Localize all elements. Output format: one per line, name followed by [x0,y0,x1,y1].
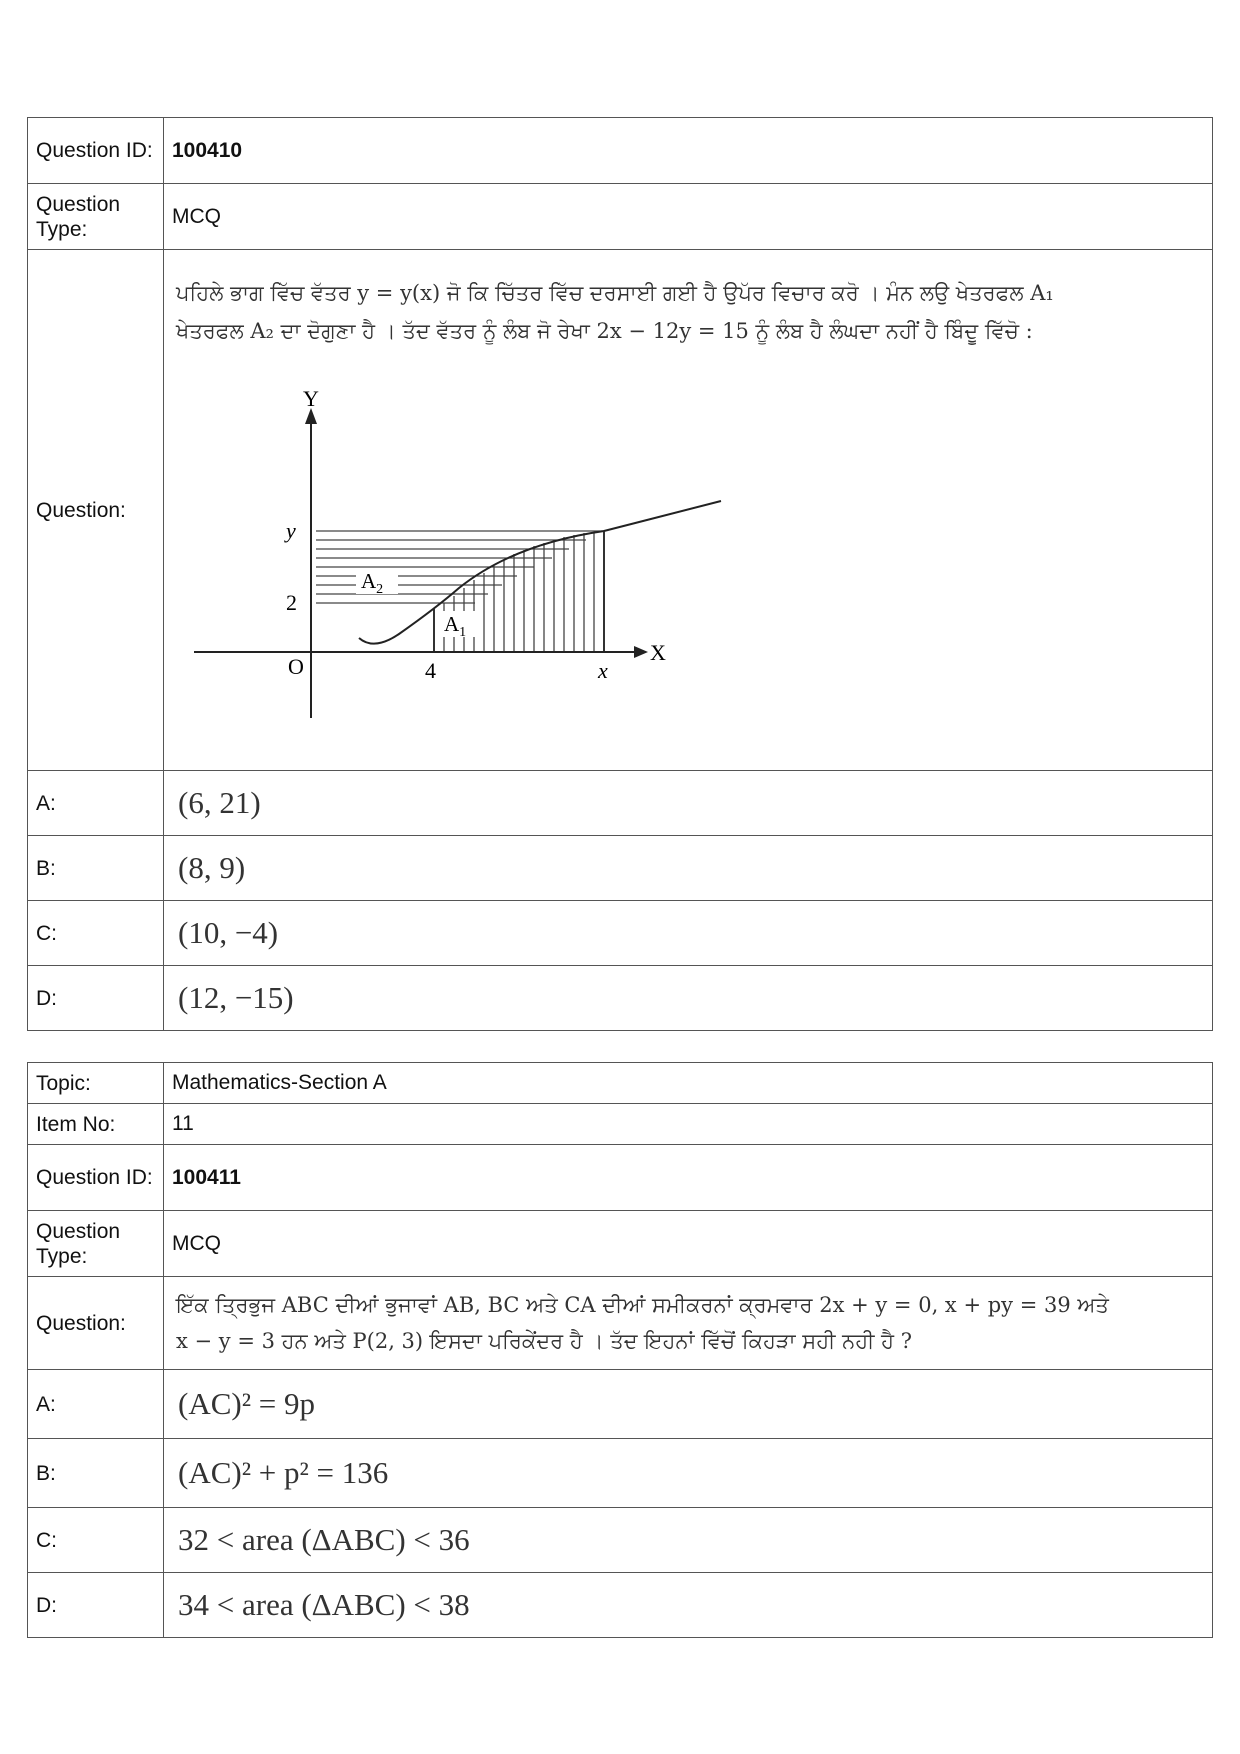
label-option-d: D: [28,1573,164,1638]
label-option-a: A: [28,1370,164,1439]
question-table-100411 [27,1062,1213,1638]
label-question-id: Question ID: [28,1145,164,1211]
question-type-value: MCQ [164,1211,1213,1277]
row-question [28,1277,1213,1370]
question-text-line-1: ਇੱਕ ਤ੍ਰਿਭੁਜ ABC ਦੀਆਂ ਭੁਜਾਵਾਂ AB, BC ਅਤੇ CA ਦੀਆਂ ਸਮੀਕਰਨਾਂ ਕ੍ਰਮਵਾਰ 2x + y = 0, x + py = 39 ਅਤੇ [176,1293,1109,1317]
label-option-a: A: [28,771,164,836]
x-axis-label: X [650,640,666,665]
row-topic [28,1063,1213,1104]
option-d-value: 34 < area (ΔABC) < 38 [164,1573,1213,1638]
question-text-line-2: ਖੇਤਰਫਲ A₂ ਦਾ ਦੋਗੁਣਾ ਹੈ । ਤੱਦ ਵੱਤਰ ਨੂੰ ਲੰਬ ਜੋ ਰੇਖਾ 2x − 12y = 15 ਨੂੰ ਲੰਬ ਹੈ ਲੰਘਦਾ ਨਹੀਂ ਹੈ ਬਿੰਦੂ ਵਿੱਚੋ : [176,319,1033,343]
label-option-b: B: [28,836,164,901]
question-id-value: 100411 [164,1145,1213,1211]
option-b-value: (8, 9) [164,836,1213,901]
question-text-cell [164,250,1213,771]
label-question-id: Question ID: [28,118,164,184]
row-question-id [28,1145,1213,1211]
question-text-line-1: ਪਹਿਲੇ ਭਾਗ ਵਿੱਚ ਵੱਤਰ y = y(x) ਜੋ ਕਿ ਚਿੱਤਰ ਵਿੱਚ ਦਰਸਾਈ ਗਈ ਹੈ ਉਪੱਰ ਵਿਚਾਰ ਕਰੋ । ਮੰਨ ਲਉ ਖੇਤਰਫਲ A₁ [176,281,1054,305]
row-question-type [28,184,1213,250]
row-option-b [28,836,1213,901]
y-tick-label-2: 2 [286,590,297,615]
label-option-d: D: [28,966,164,1031]
row-option-a [28,771,1213,836]
label-question-type: Question Type: [28,184,164,250]
question-text-line-2: x − y = 3 ਹਨ ਅਤੇ P(2, 3) ਇਸਦਾ ਪਰਿਕੇਂਦਰ ਹੈ । ਤੱਦ ਇਹਨਾਂ ਵਿੱਚੋਂ ਕਿਹੜਾ ਸਹੀ ਨਹੀ ਹੈ ? [176,1329,912,1353]
y-axis-label: Y [303,386,319,411]
row-option-d [28,966,1213,1031]
option-d-value: (12, −15) [164,966,1213,1031]
x-tick-label-4: 4 [425,658,436,683]
row-option-a [28,1370,1213,1439]
row-option-c [28,1508,1213,1573]
topic-value: Mathematics-Section A [164,1063,1213,1104]
x-tick-label-x: x [598,658,608,683]
row-item-no [28,1104,1213,1145]
label-option-b: B: [28,1439,164,1508]
label-topic: Topic: [28,1063,164,1104]
row-option-b [28,1439,1213,1508]
label-option-c: C: [28,901,164,966]
question-id-value: 100410 [164,118,1213,184]
option-b-value: (AC)² + p² = 136 [164,1439,1213,1508]
option-a-value: (6, 21) [164,771,1213,836]
option-c-value: (10, −4) [164,901,1213,966]
curve-y-of-x [359,501,721,644]
row-question-type [28,1211,1213,1277]
row-question [28,250,1213,771]
origin-label: O [288,654,304,679]
item-no-value: 11 [164,1104,1213,1145]
area2-label: $A_2$ [361,569,384,597]
option-c-value: 32 < area (ΔABC) < 36 [164,1508,1213,1573]
option-a-value: (AC)² = 9p [164,1370,1213,1439]
row-option-d [28,1573,1213,1638]
area1-label: $A_1$ [444,612,467,640]
x-axis-arrow-icon [634,646,648,658]
label-option-c: C: [28,1508,164,1573]
question-table-100410 [27,117,1213,1031]
area-curve-figure [184,376,784,746]
label-item-no: Item No: [28,1104,164,1145]
row-question-id [28,118,1213,184]
question-type-value: MCQ [164,184,1213,250]
label-question: Question: [28,250,164,771]
question-text-cell [164,1277,1213,1370]
label-question-type: Question Type: [28,1211,164,1277]
label-question: Question: [28,1277,164,1370]
y-tick-label-y: y [286,518,296,543]
row-option-c [28,901,1213,966]
